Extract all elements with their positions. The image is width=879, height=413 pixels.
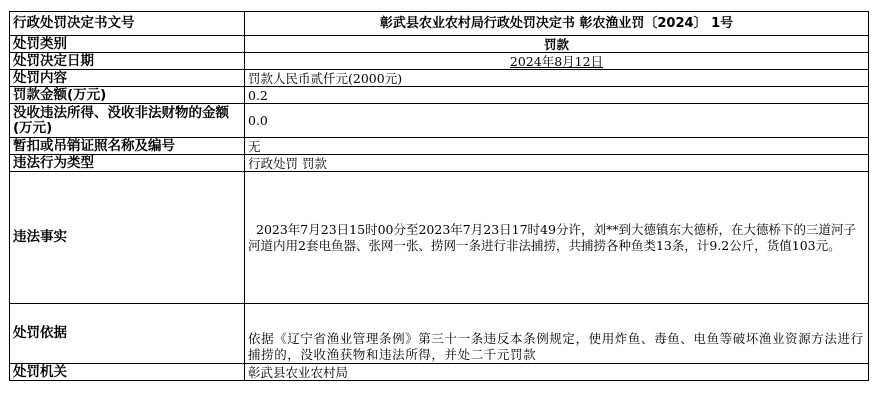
row-doc-number (10, 12, 869, 36)
row-decision-date (10, 53, 869, 70)
row-penalty-content (10, 70, 869, 87)
violation-facts-cell (245, 172, 869, 304)
violation-facts-value: 2023年7月23日15时00分至2023年7月23日17时49分许，刘**到大德镇东大德桥，在大德桥下的三道河子河道内用2套电鱼器、张网一张、捞网一条进行非法捕捞，共捕捞各种鱼类13条，计9.2公斤，货值103元。 (248, 221, 856, 253)
penalty-basis-label: 处罚依据 (10, 304, 245, 364)
row-confiscation-amount (10, 104, 869, 138)
fine-amount-value: 0.2 (245, 87, 869, 104)
penalty-authority-label: 处罚机关 (10, 364, 245, 381)
decision-date-cell (245, 53, 869, 70)
penalty-category-label: 处罚类别 (10, 36, 245, 53)
fine-amount-label: 罚款金额(万元) (10, 87, 245, 104)
license-suspension-value: 无 (245, 138, 869, 155)
penalty-authority-value: 彰武县农业农村局 (245, 364, 869, 381)
confiscation-amount-label: 没收违法所得、没收非法财物的金额(万元) (10, 104, 245, 138)
row-penalty-basis (10, 304, 869, 364)
confiscation-amount-value: 0.0 (245, 104, 869, 138)
penalty-basis-cell (245, 304, 869, 364)
penalty-basis-value: 依据《辽宁省渔业管理条例》第三十一条违反本条例规定，使用炸鱼、毒鱼、电鱼等破坏渔业资源方法进行捕捞的，没收渔获物和违法所得，并处二千元罚款 (248, 331, 864, 362)
row-license-suspension (10, 138, 869, 155)
doc-number-label: 行政处罚决定书文号 (10, 12, 245, 36)
doc-number-value: 彰武县农业农村局行政处罚决定书 彰农渔业罚〔2024〕 1号 (245, 12, 869, 36)
violation-facts-label: 违法事实 (10, 172, 245, 304)
decision-date-label: 处罚决定日期 (10, 53, 245, 70)
violation-type-value: 行政处罚 罚款 (245, 155, 869, 172)
violation-type-label: 违法行为类型 (10, 155, 245, 172)
row-penalty-authority (10, 364, 869, 381)
penalty-category-value: 罚款 (245, 36, 869, 53)
row-fine-amount (10, 87, 869, 104)
penalty-content-value: 罚款人民币贰仟元(2000元) (245, 70, 869, 87)
license-suspension-label: 暂扣或吊销证照名称及编号 (10, 138, 245, 155)
row-violation-type (10, 155, 869, 172)
penalty-decision-table (9, 11, 869, 381)
penalty-content-label: 处罚内容 (10, 70, 245, 87)
row-penalty-category (10, 36, 869, 53)
decision-date-value: 2024年8月12日 (509, 53, 604, 69)
row-violation-facts (10, 172, 869, 304)
